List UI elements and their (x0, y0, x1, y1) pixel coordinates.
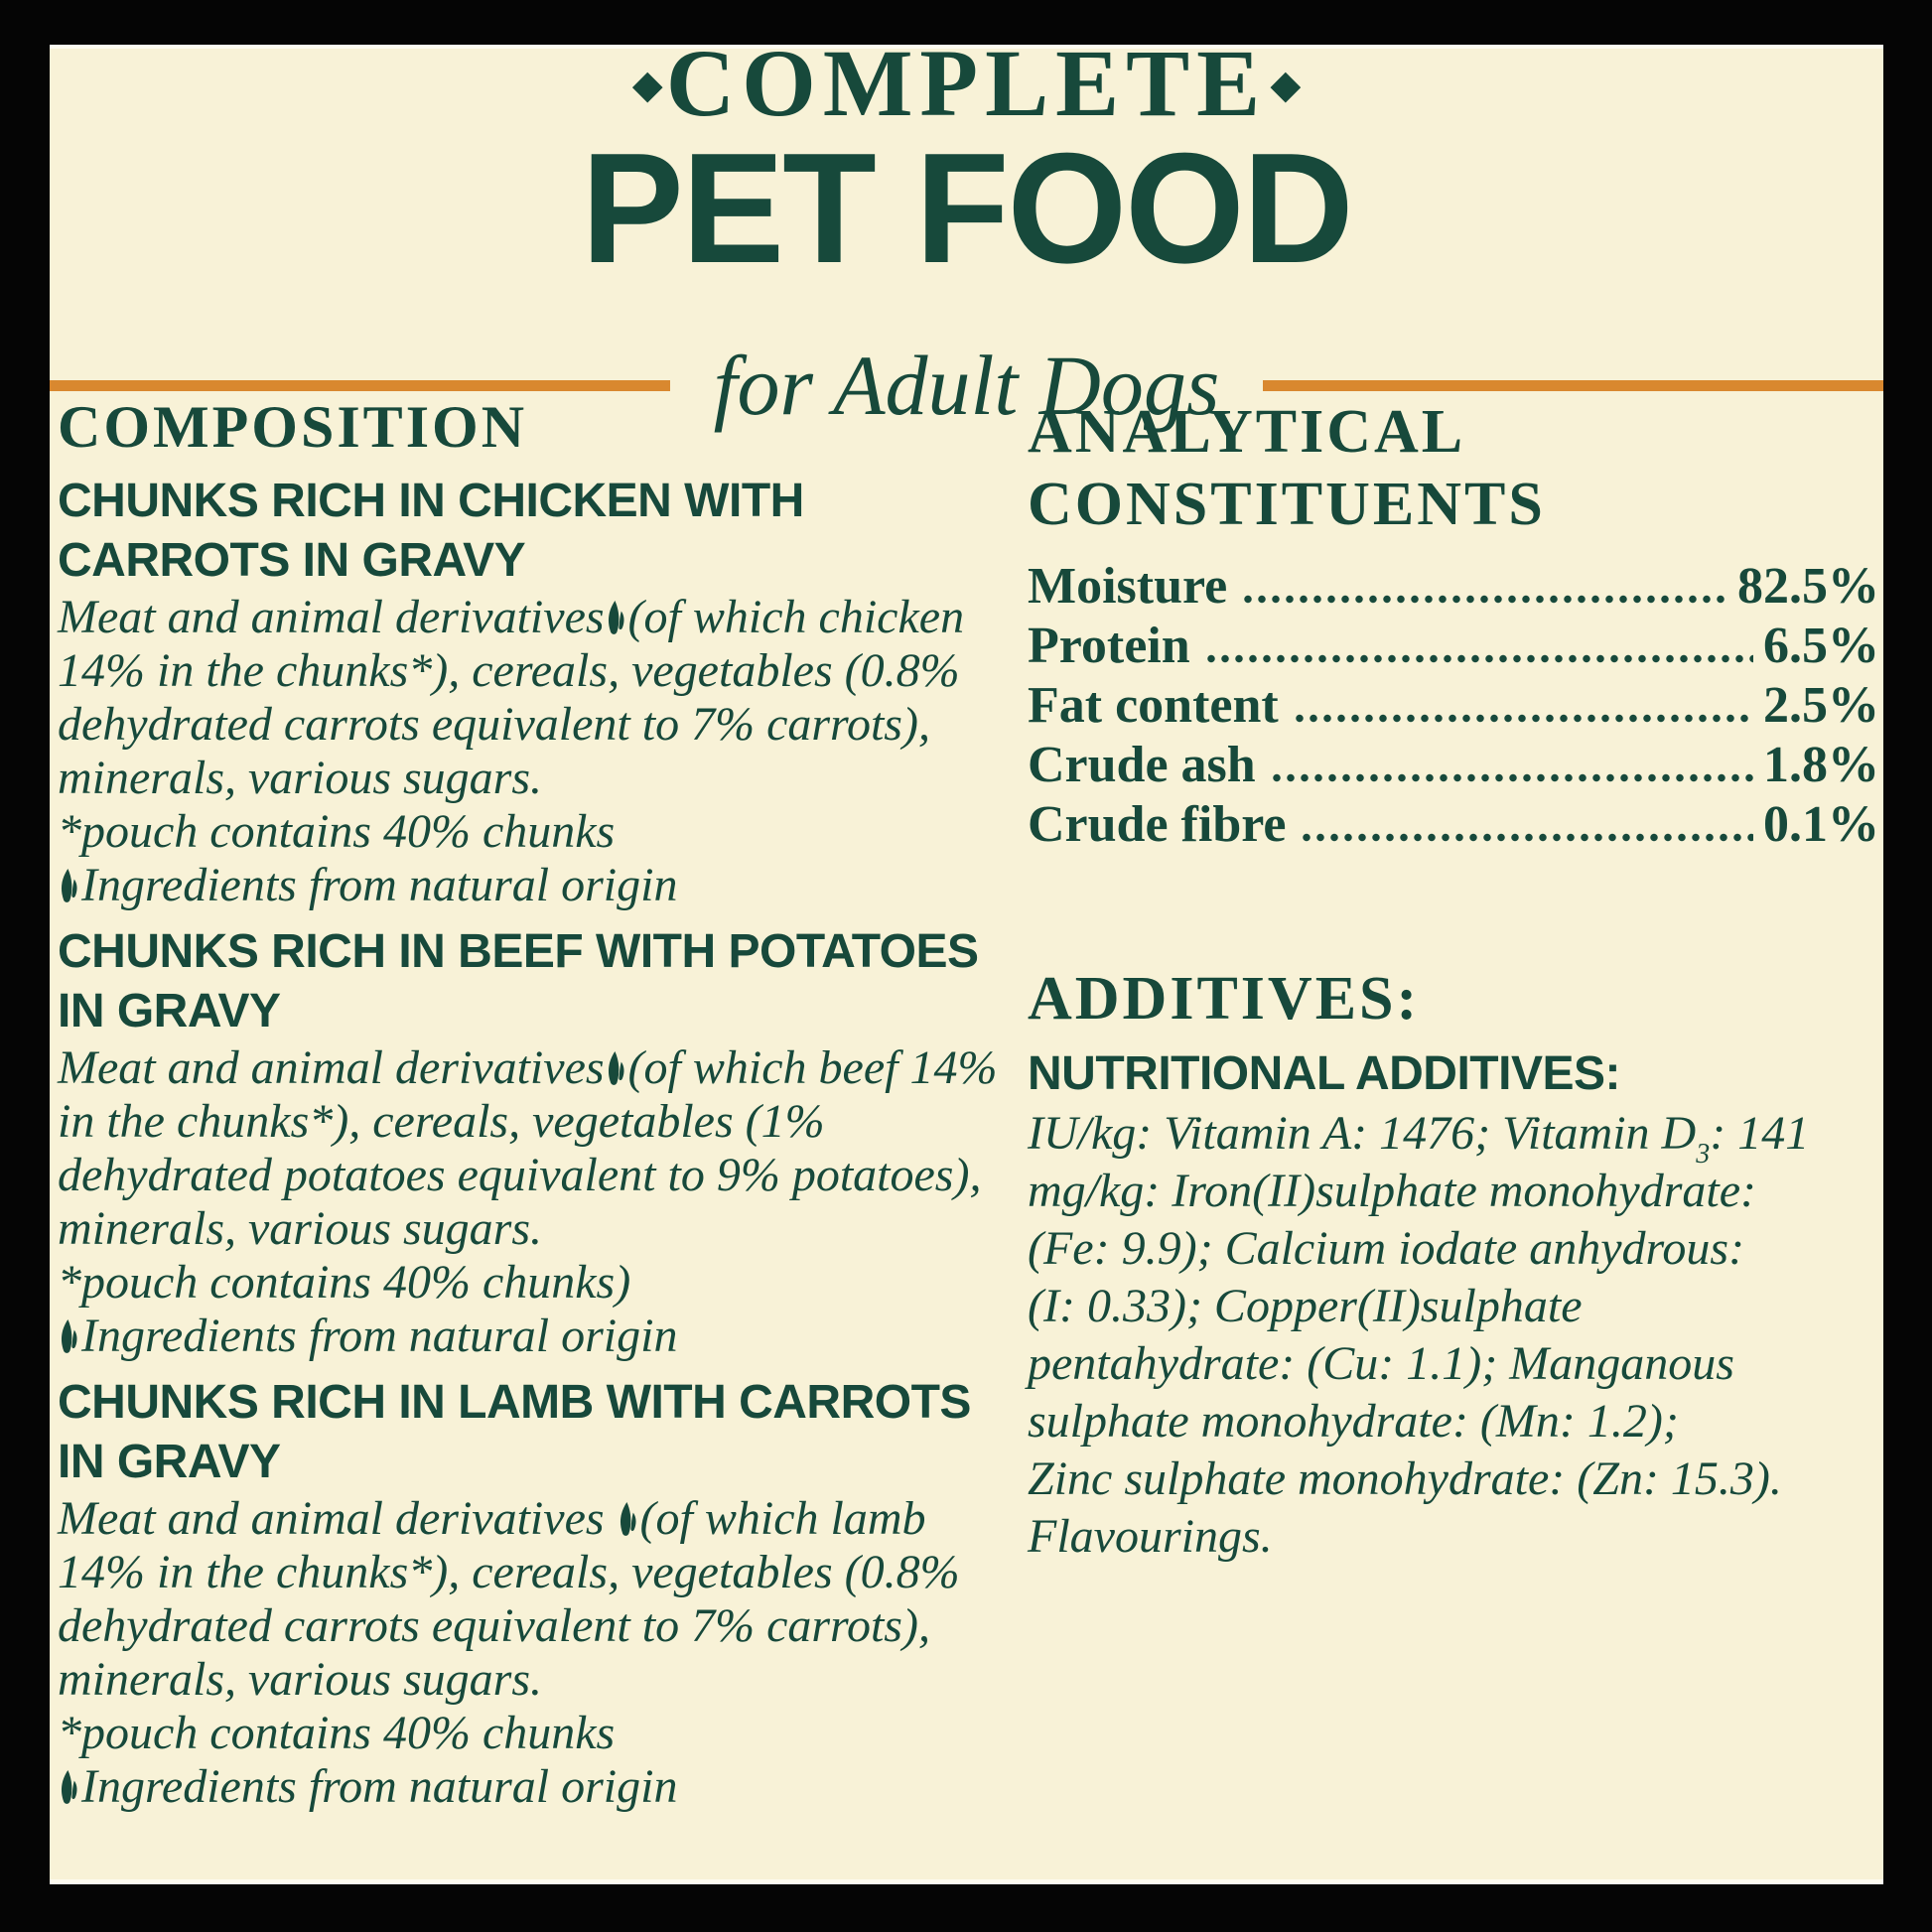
row-value: 2.5% (1763, 677, 1879, 734)
additives-text (1028, 1105, 1879, 1566)
diamond-icon-left: ◆ (632, 65, 662, 106)
pouch-note: *pouch contains 40% chunks) (58, 1256, 631, 1309)
dot-leader (1204, 652, 1753, 665)
dot-leader (1300, 831, 1753, 844)
row-label: Crude ash (1028, 737, 1256, 793)
product-block-beef (58, 922, 1013, 1363)
product-name: PET FOOD (581, 120, 1352, 296)
row-value: 6.5% (1763, 618, 1879, 674)
tagline-rule-left (50, 380, 670, 391)
brand-complete-text: COMPLETE (665, 45, 1268, 136)
ingredients-before-leaf: Meat and animal derivatives (58, 1041, 605, 1094)
diamond-icon-right: ◆ (1271, 65, 1301, 106)
row-label: Moisture (1028, 558, 1228, 615)
ingredients-before-leaf: Meat and animal derivatives (58, 591, 605, 643)
product-heading: CHUNKS RICH IN LAMB WITH CARROTS IN GRAVY (58, 1376, 971, 1488)
tagline-rule-right (1263, 380, 1883, 391)
analysis-section (1028, 396, 1879, 1566)
product-block-lamb (58, 1373, 1013, 1814)
product-heading: CHUNKS RICH IN CHICKEN WITH CARROTS IN GRAVY (58, 475, 804, 587)
analytical-row-crude-ash (1028, 736, 1879, 795)
additives-title: ADDITIVES: (1028, 965, 1421, 1033)
nutritional-additives-subtitle: NUTRITIONAL ADDITIVES: (1028, 1047, 1620, 1100)
additives-line: (I: 0.33); Copper(II)sulphate (1028, 1280, 1583, 1332)
tagline-text: for Adult Dogs (713, 338, 1220, 433)
additives-line: Zinc sulphate monohydrate: (Zn: 15.3). (1028, 1452, 1782, 1505)
dot-leader (1293, 712, 1753, 725)
row-value: 82.5% (1737, 558, 1879, 615)
ingredients-before-leaf: Meat and animal derivatives (58, 1492, 617, 1545)
natural-origin-note: Ingredients from natural origin (58, 1310, 1013, 1363)
additives-line-vitamins: IU/kg: Vitamin A: 1476; Vitamin $D_3$: 141 (1028, 1107, 1810, 1170)
leaf-icon (617, 1502, 640, 1538)
analytical-title: ANALYTICAL CONSTITUENTS (1028, 398, 1546, 538)
additives-line: (Fe: 9.9); Calcium iodate anhydrous: (1028, 1222, 1745, 1275)
row-label: Crude fibre (1028, 796, 1287, 853)
leaf-icon (58, 1319, 81, 1355)
pouch-note: *pouch contains 40% chunks (58, 805, 616, 858)
brand-line (50, 45, 1883, 136)
additives-line: sulphate monohydrate: (Mn: 1.2); (1028, 1395, 1679, 1448)
dot-leader (1270, 771, 1753, 784)
ingredients-text (58, 1041, 1013, 1256)
masthead (50, 45, 1883, 433)
analytical-table (1028, 557, 1879, 855)
dot-leader (1241, 593, 1727, 606)
pet-food-label-panel (50, 45, 1883, 1884)
additives-line: Flavourings. (1028, 1510, 1273, 1563)
natural-origin-note: Ingredients from natural origin (58, 859, 1013, 912)
composition-title: COMPOSITION (58, 394, 528, 460)
subscript-3: 3 (1696, 1139, 1711, 1170)
leaf-icon (605, 601, 628, 636)
pouch-note: *pouch contains 40% chunks (58, 1707, 616, 1759)
additives-line: mg/kg: Iron(II)sulphate monohydrate: (1028, 1165, 1757, 1217)
leaf-icon (58, 869, 81, 904)
product-block-chicken (58, 472, 1013, 912)
leaf-icon (605, 1051, 628, 1087)
analytical-row-crude-fibre (1028, 795, 1879, 855)
ingredients-text (58, 1492, 1013, 1707)
ingredients-text (58, 591, 1013, 805)
analytical-row-fat (1028, 676, 1879, 736)
row-label: Fat content (1028, 677, 1279, 734)
ingredients-after-leaf: (of which lamb 14% in the chunks*), cereals, vegetables (0.8% dehydrated carrots equivalent to 7% carrots), minerals, various sugars. (58, 1492, 960, 1706)
row-label: Protein (1028, 618, 1190, 674)
natural-origin-note: Ingredients from natural origin (58, 1760, 1013, 1814)
row-value: 1.8% (1763, 737, 1879, 793)
product-heading: CHUNKS RICH IN BEEF WITH POTATOES IN GRAVY (58, 925, 979, 1037)
row-value: 0.1% (1763, 796, 1879, 853)
analytical-row-moisture (1028, 557, 1879, 617)
analytical-row-protein (1028, 617, 1879, 676)
ingredients-after-leaf: (of which beef 14% in the chunks*), cereals, vegetables (1% dehydrated potatoes equivalent to 9% potatoes), minerals, various sugars. (58, 1041, 998, 1255)
composition-section (58, 396, 1013, 1814)
ingredients-after-leaf: (of which chicken 14% in the chunks*), cereals, vegetables (0.8% dehydrated carrots equivalent to 7% carrots), minerals, various sugars. (58, 591, 965, 804)
product-name-row (50, 120, 1883, 332)
additives-line: pentahydrate: (Cu: 1.1); Manganous (1028, 1337, 1734, 1390)
leaf-icon (58, 1770, 81, 1806)
